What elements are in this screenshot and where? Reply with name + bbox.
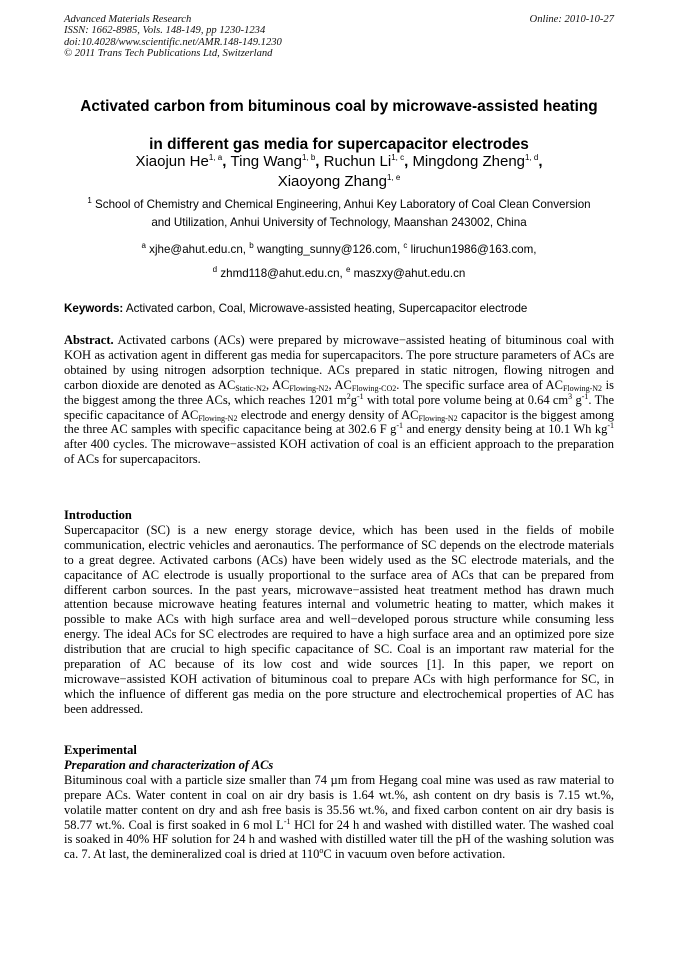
experimental-paragraph: Bituminous coal with a particle size smaller than 74 µm from Hegang coal mine was used as raw material to prepare ACs. Water content in coal on air dry basis is 1.64 wt.%, ash content on dry basis is 7.15 wt.%, volatile matter content on dry and ash free basis is 35.56 wt.%, and fixed carbon content on air dry basis is 58.77 wt.%. Coal is first soaked in 6 mol $L^{-1}$ HCl for 24 h and washed with distilled water. The washed coal is soaked in 40% HF solution for 24 h and washed with distilled water till the pH of the washing solution was ca. 7. At last, the demineralized coal is dried at 110$^o$C in vacuum oven before activation. <box>64 772 614 862</box>
title-line-1: Activated carbon from bituminous coal by microwave-assisted heating <box>80 98 598 115</box>
author-list: Xiaojun He$^{1, a}$, Ting Wang$^{1, b}$, Ruchun Li$^{1, c}$, Mingdong Zheng$^{1, d}$, Xiaoyong Zhang$^{1, e}$ <box>135 153 543 190</box>
email-link[interactable]: zhmd118@ahut.edu.cn <box>220 267 340 280</box>
author-superscript: 1, d <box>525 153 539 162</box>
affiliation <box>64 196 614 232</box>
journal-header <box>64 14 614 60</box>
experimental-heading: Experimental <box>64 743 137 757</box>
abstract-label: Abstract. <box>64 333 114 347</box>
author-name: Mingdong Zheng <box>412 153 526 170</box>
introduction-paragraph: Supercapacitor (SC) is a new energy storage device, which has been used in the fields of mobile communication, electric vehicles and aeronautics. The performance of SC depends on the electrode materials to a great degree. Activated carbons (ACs) have been widely used as the SC electrode materials, and the capacitance of AC electrode is usually proportional to the surface area of ACs that can be prepared from different carbon sources. In the past years, microwave−assisted heat treatment method has drawn much attention because microwave heating features internal and volumetric heating to matter, which makes it possible to make ACs with high surface area and well−developed porous structure while consuming less energy. The ideal ACs for SC electrodes are required to have a high surface area and an optimized pore size distribution that are crucial to high specific capacitance of SC. Coal is an important raw material for the preparation of AC because of its low cost and wide sources [1]. In this paper, we report on microwave−assisted KOH activation of bituminous coal to prepare ACs with high performance for SC, in which the influence of different gas media on the pore structure and electrochemical properties of AC has been addressed. <box>64 522 614 716</box>
author-superscript: 1, a <box>208 153 223 162</box>
issn-line: ISSN: 1662-8985, Vols. 148-149, pp 1230-1234 <box>64 25 266 37</box>
author-name: Xiaoyong Zhang <box>277 173 387 190</box>
copyright-line: © 2011 Trans Tech Publications Ltd, Switzerland <box>64 48 273 60</box>
keywords-line <box>64 301 614 317</box>
author-superscript: 1, b <box>301 153 316 162</box>
affiliation-line-2: and Utilization, Anhui University of Technology, Maanshan 243002, China <box>151 216 527 229</box>
keywords-text: Activated carbon, Coal, Microwave-assisted heating, Supercapacitor electrode <box>125 302 528 315</box>
author-name: Ruchun Li <box>323 153 392 170</box>
online-date: Online: 2010-10-27 <box>529 14 614 25</box>
doi-line: doi:10.4028/www.scientific.net/AMR.148-149.1230 <box>64 36 282 48</box>
title-line-2: in different gas media for supercapacitor electrodes <box>149 136 529 153</box>
author-superscript: 1, e <box>386 173 401 182</box>
introduction-heading: Introduction <box>64 508 132 522</box>
author-name: Xiaojun He <box>135 153 209 170</box>
introduction-section <box>64 508 614 717</box>
experimental-subheading: Preparation and characterization of ACs <box>64 757 274 772</box>
keywords-label: Keywords: <box>64 302 124 315</box>
email-link[interactable]: maszxy@ahut.edu.cn <box>353 267 466 280</box>
email-link[interactable]: liruchun1986@163.com <box>410 243 534 256</box>
affiliation-line-1: School of Chemistry and Chemical Engineering, Anhui Key Laboratory of Coal Clean Conversion <box>95 198 591 211</box>
abstract-paragraph: Abstract. Activated carbons (ACs) were prepared by microwave−assisted heating of bituminous coal with KOH as activation agent in different gas media for supercapacitors. The pore structure parameters of ACs are obtained by using nitrogen adsorption technique. ACs prepared in static nitrogen, flowing nitrogen and carbon dioxide are denoted as $AC_{Static-N2}$, $AC_{Flowing-N2}$, $AC_{Flowing-CO2}$. The specific surface area of $AC_{Flowing-N2}$ is the biggest among the three ACs, which reaches 1201 $m^2g^{-1}$ with total pore volume being at 0.64 $cm^3$ $g^{-1}$. The specific capacitance of $AC_{Flowing-N2}$ electrode and energy density of $AC_{Flowing-N2}$ capacitor is the biggest among the three AC samples with specific capacitance being at 302.6 F $g^{-1}$ and energy density being at 10.1 Wh $kg^{-1}$ after 400 cycles. The microwave−assisted KOH activation of coal is an efficient approach to the preparation of ACs for supercapacitors. <box>64 333 615 467</box>
author-emails: $^a$ xjhe@ahut.edu.cn, $^b$ wangting_sunny@126.com, $^c$ liruchun1986@163.com, $^d$ zhmd118@ahut.edu.cn, $^e$ maszxy@ahut.edu.cn <box>141 241 537 280</box>
affiliation-superscript: 1 <box>87 196 92 206</box>
author-superscript: 1, c <box>391 153 405 162</box>
journal-name: Advanced Materials Research <box>64 14 192 25</box>
abstract-section <box>64 333 614 467</box>
email-link[interactable]: wangting_sunny@126.com <box>256 243 397 256</box>
email-link[interactable]: xjhe@ahut.edu.cn <box>149 243 243 256</box>
author-name: Ting Wang <box>230 153 302 170</box>
experimental-section <box>64 743 614 862</box>
